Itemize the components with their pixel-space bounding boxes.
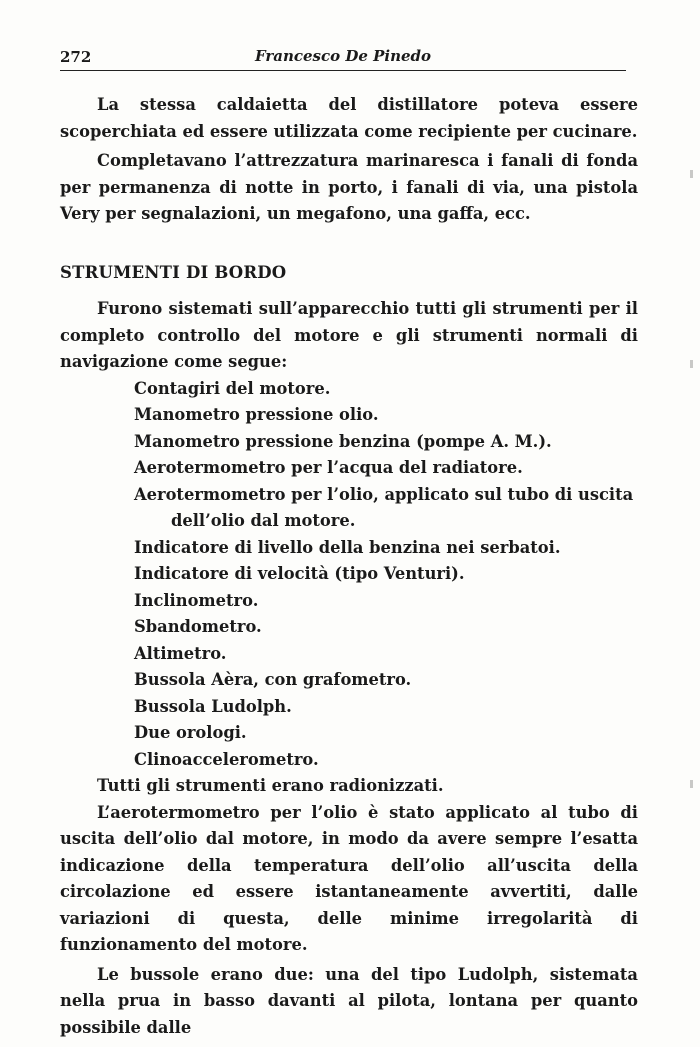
paragraph-radio: Tutti gli strumenti erano radionizzati. xyxy=(97,776,444,795)
list-item: Sbandometro. xyxy=(134,617,262,636)
list-item: Bussola Ludolph. xyxy=(134,696,292,716)
scan-mark xyxy=(690,170,693,178)
scan-mark xyxy=(690,360,693,368)
running-head: Francesco De Pinedo xyxy=(254,47,432,65)
list-item: Indicatore di velocità (tipo Venturi). xyxy=(134,564,465,583)
list-item: Contagiri del motore. xyxy=(134,378,331,398)
scan-mark xyxy=(690,780,693,788)
list-item: Bussola Aèra, con grafometro. xyxy=(134,670,412,689)
paragraph-aerothermometer: L’aerotermometro per l’olio è stato applicato al tubo di uscita dell’olio dal motore, in modo da avere sempre l’esatta indicazione della temperatura dell’olio all’uscita della circolazione ed essere istantaneamente avvertiti, dalle variazioni di questa, delle minime irregolarità di funzionamento del motore. xyxy=(60,802,638,954)
list-item: Indicatore di livello della benzina nei serbatoi. xyxy=(134,537,561,557)
instrument-list xyxy=(60,376,638,774)
list-item: Manometro pressione olio. xyxy=(134,405,379,424)
page-number: 272 xyxy=(60,48,92,66)
page-header xyxy=(60,44,626,71)
page-body xyxy=(60,92,638,1041)
section-heading: STRUMENTI DI BORDO xyxy=(60,262,287,282)
list-item: Aerotermometro per l’acqua del radiatore. xyxy=(134,458,523,477)
paragraph-instruments-intro: Furono sistemati sull’apparecchio tutti gli strumenti per il completo controllo del motore e gli strumenti normali di navigazione come segue: xyxy=(60,299,638,371)
paragraph-compasses: Le bussole erano due: una del tipo Ludolph, sistemata nella prua in basso davanti al pilota, lontana per quanto possibile dalle xyxy=(60,964,638,1037)
list-item: Due orologi. xyxy=(134,723,247,742)
list-item: Clinoaccelerometro. xyxy=(134,749,319,769)
paragraph-nautical-equipment: Completavano l’attrezzatura marinaresca i fanali di fonda per permanenza di notte in porto, i fanali di via, una pistola Very per segnalazioni, un megafono, una gaffa, ecc. xyxy=(60,151,638,223)
paragraph-distiller: La stessa caldaietta del distillatore poteva essere scoperchiata ed essere utilizzata come recipiente per cucinare. xyxy=(60,95,638,141)
list-item: Inclinometro. xyxy=(134,590,259,610)
list-item: Aerotermometro per l’olio, applicato sul tubo di uscita dell’olio dal motore. xyxy=(134,484,634,530)
list-item: Manometro pressione benzina (pompe A. M.). xyxy=(134,431,552,451)
list-item: Altimetro. xyxy=(134,643,227,663)
